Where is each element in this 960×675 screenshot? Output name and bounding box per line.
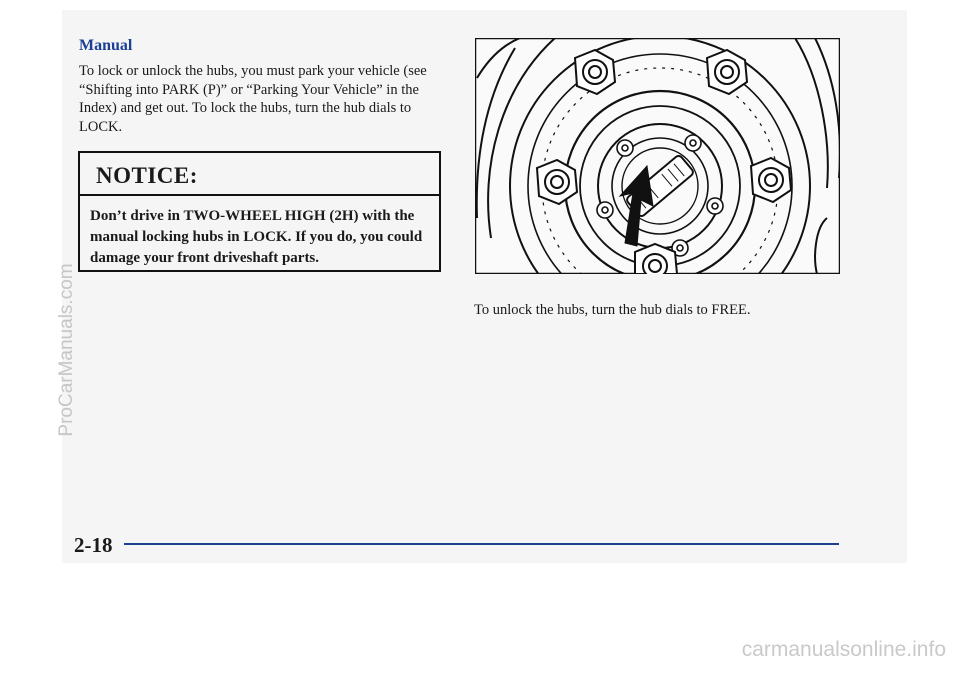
hub-dial-illustration xyxy=(475,38,840,274)
watermark-procarmanuals: ProCarManuals.com xyxy=(56,263,77,437)
page-number: 2-18 xyxy=(74,533,113,557)
watermark-carmanualsonline: carmanualsonline.info xyxy=(741,638,946,661)
notice-title: NOTICE: xyxy=(96,163,198,188)
notice-text: Don’t drive in TWO-WHEEL HIGH (2H) with the manual locking hubs in LOCK. If you do, you could damage your front driveshaft parts. xyxy=(90,208,423,266)
section-body-text: To lock or unlock the hubs, you must park your vehicle (see “Shifting into PARK (P)” or “Parking Your Vehicle” in the Index) and get out. To lock the hubs, turn the hub dials to LOCK. xyxy=(79,63,427,135)
notice-divider xyxy=(80,194,439,196)
section-title: Manual xyxy=(79,37,133,54)
footer-rule xyxy=(124,543,839,545)
figure-caption: To unlock the hubs, turn the hub dials to FREE. xyxy=(474,302,751,318)
notice-box xyxy=(78,151,441,272)
